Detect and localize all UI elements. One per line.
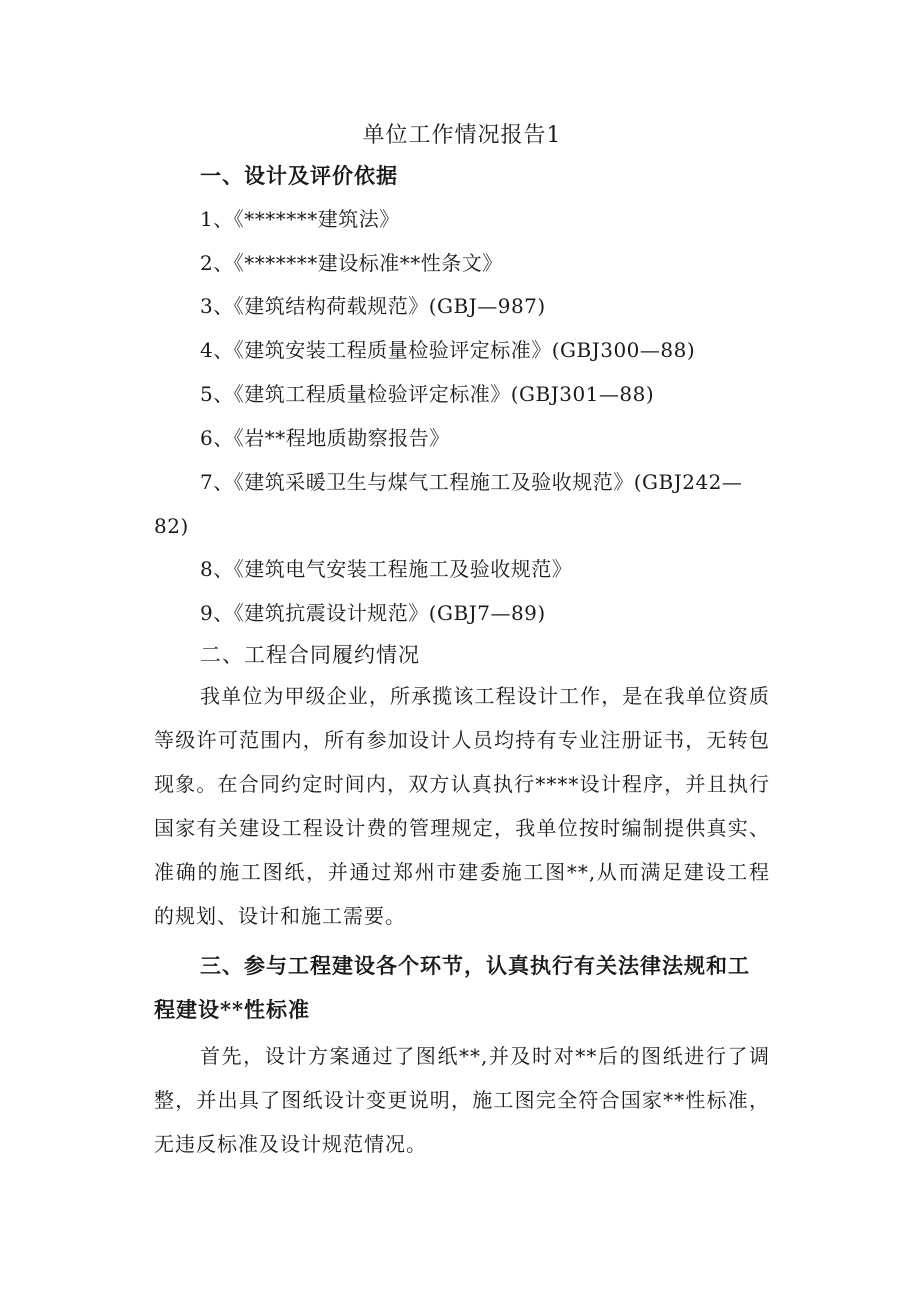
document-title: 单位工作情况报告1 <box>362 123 562 148</box>
basis-list <box>154 198 770 636</box>
section-heading-compliance: 三、参与工程建设各个环节，认真执行有关法律法规和工程建设**性标准 <box>154 952 750 1022</box>
basis-item: 5、《建筑工程质量检验评定标准》(GBJ301—88) <box>200 381 655 406</box>
compliance-paragraph: 首先，设计方案通过了图纸**,并及时对**后的图纸进行了调整，并出具了图纸设计变更说明，施工图完全符合国家**性标准，无违反标准及设计规范情况。 <box>154 1043 770 1156</box>
section-heading-basis: 一、设计及评价依据 <box>200 163 398 188</box>
basis-item: 1、《*******建筑法》 <box>200 207 400 231</box>
section-heading-contract: 二、工程合同履约情况 <box>200 642 420 667</box>
basis-item: 2、《*******建设标准**性条文》 <box>200 250 503 275</box>
basis-item: 3、《建筑结构荷载规范》(GBJ—987) <box>200 294 546 319</box>
basis-item: 8、《建筑电气安装工程施工及验收规范》 <box>200 557 573 582</box>
basis-item: 4、《建筑安装工程质量检验评定标准》(GBJ300—88) <box>200 338 696 363</box>
basis-item: 7、《建筑采暖卫生与煤气工程施工及验收规范》(GBJ242—82) <box>154 470 743 539</box>
document-body <box>154 117 770 1166</box>
basis-item: 9、《建筑抗震设计规范》(GBJ7—89) <box>200 600 546 625</box>
basis-item: 6、《岩**程地质勘察报告》 <box>200 425 450 450</box>
contract-paragraph: 我单位为甲级企业，所承揽该工程设计工作，是在我单位资质等级许可范围内，所有参加设计人员均持有专业注册证书，无转包现象。在合同约定时间内，双方认真执行****设计程序，并且执行国家有关建设工程设计费的管理规定，我单位按时编制提供真实、准确的施工图纸，并通过郑州市建委施工图**,从而满足建设工程的规划、设计和施工需要。 <box>154 683 770 928</box>
